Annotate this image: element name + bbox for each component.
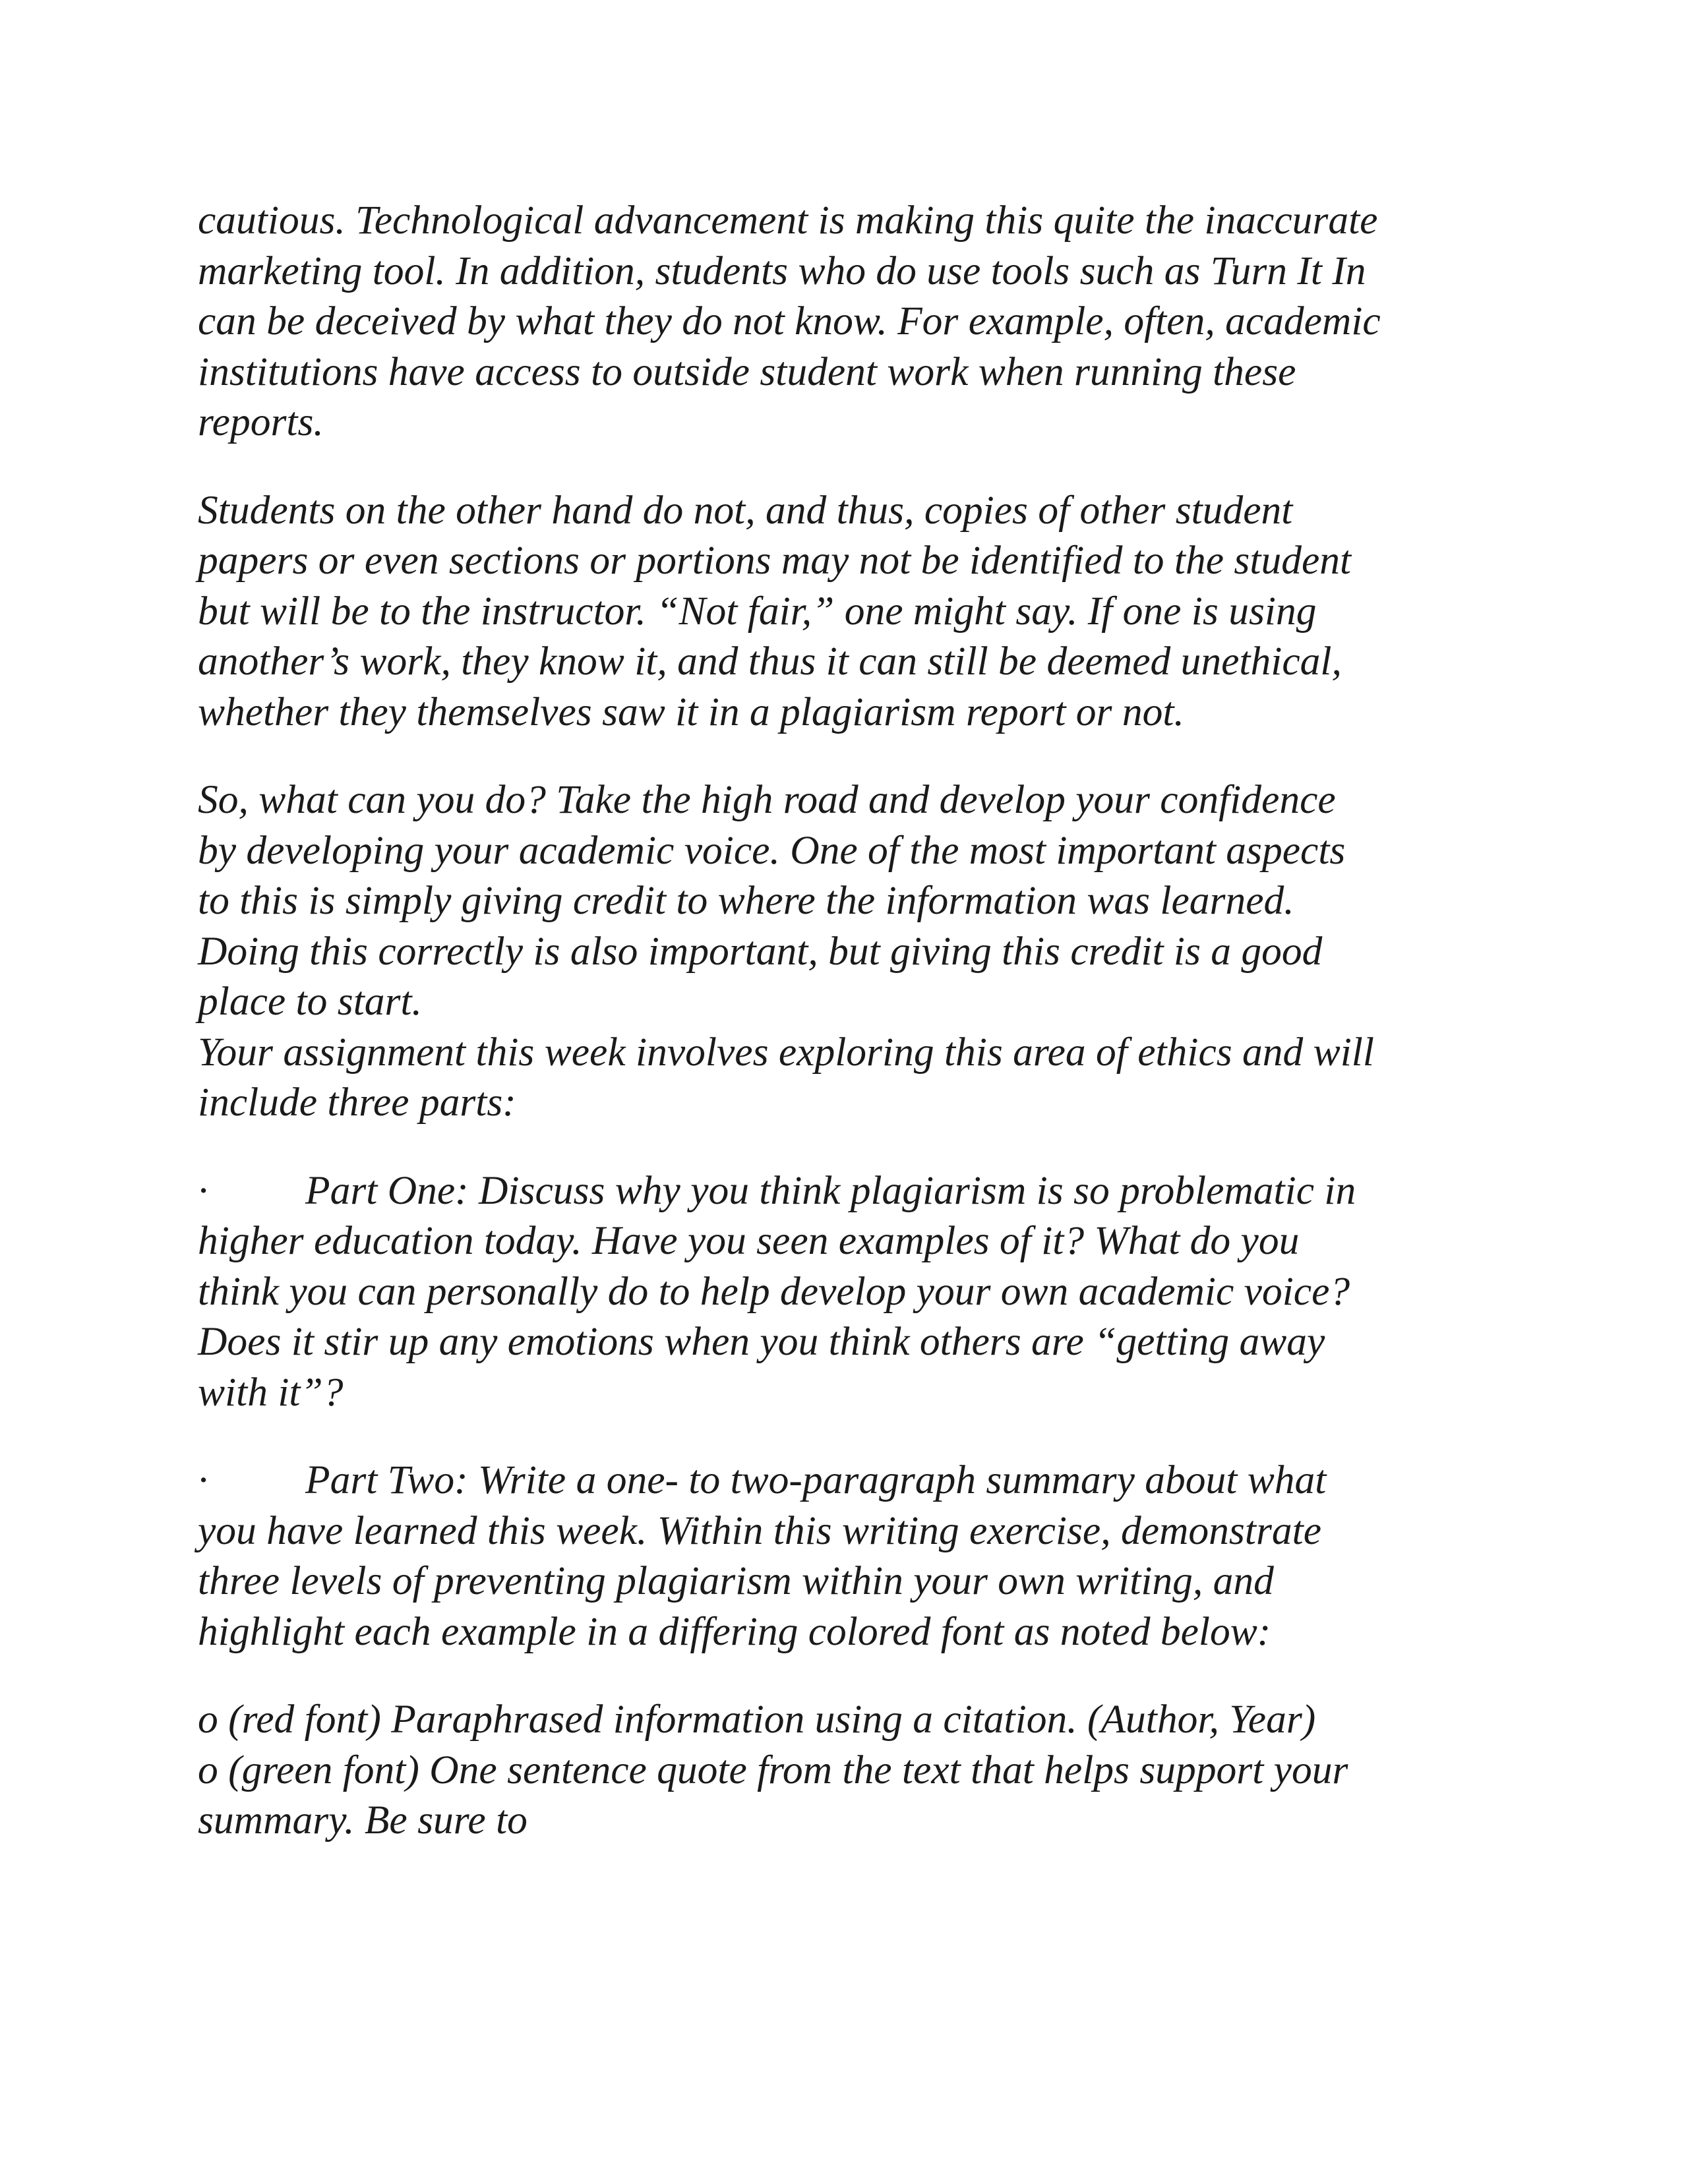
bullet-icon: ·: [198, 1167, 208, 1213]
sub-item-green-font: o (green font) One sentence quote from the text that helps support your: [198, 1747, 1348, 1792]
text-line: three levels of preventing plagiarism within your own writing, and: [198, 1558, 1274, 1603]
text-line: Doing this correctly is also important, but giving this credit is a good: [198, 928, 1323, 974]
paragraph-spacer: [198, 737, 1517, 775]
list-item-part-one: [198, 1166, 1517, 1418]
text-line: you have learned this week. Within this writing exercise, demonstrate: [198, 1508, 1322, 1553]
paragraph-student-access: [198, 485, 1517, 738]
text-line: whether they themselves saw it in a plagiarism report or not.: [198, 689, 1184, 734]
text-line: [198, 1166, 1517, 1216]
text-line: highlight each example in a differing colored font as noted below:: [198, 1608, 1271, 1654]
bullet-text: Part One: Discuss why you think plagiarism is so problematic in: [305, 1167, 1356, 1213]
text-line: can be deceived by what they do not know. For example, often, academic: [198, 299, 1381, 343]
bullet-icon: ·: [198, 1458, 208, 1502]
text-line: by developing your academic voice. One of the most important aspects: [198, 827, 1346, 873]
paragraph-spacer: [198, 448, 1517, 485]
text-line: Does it stir up any emotions when you think others are “getting away: [198, 1319, 1325, 1364]
text-line: So, what can you do? Take the high road and develop your confidence: [198, 777, 1336, 822]
paragraph-spacer: [198, 1657, 1517, 1694]
text-line: higher education today. Have you seen examples of it? What do you: [198, 1218, 1300, 1263]
paragraph-academic-voice: [198, 775, 1517, 1128]
bullet-text: Part Two: Write a one- to two-paragraph summary about what: [305, 1458, 1327, 1502]
text-line: marketing tool. In addition, students who do use tools such as Turn It In: [198, 248, 1366, 293]
sub-items: [198, 1694, 1517, 1846]
text-line: Your assignment this week involves exploring this area of ethics and will: [198, 1029, 1374, 1075]
text-line: cautious. Technological advancement is making this quite the inaccurate: [198, 198, 1378, 243]
text-line: with it”?: [198, 1369, 344, 1415]
text-line: summary. Be sure to: [198, 1798, 528, 1843]
paragraph-plagiarism-tools: [198, 195, 1517, 448]
paragraph-spacer: [198, 1128, 1517, 1166]
list-item-part-two: [198, 1455, 1517, 1657]
text-line: papers or even sections or portions may not be identified to the student: [198, 538, 1352, 583]
text-line: [198, 1455, 1517, 1506]
sub-item-red-font: o (red font) Paraphrased information using a citation. (Author, Year): [198, 1697, 1316, 1742]
text-line: to this is simply giving credit to where the information was learned.: [198, 878, 1294, 923]
text-line: reports.: [198, 399, 324, 444]
text-line: but will be to the instructor. “Not fair,” one might say. If one is using: [198, 588, 1317, 634]
text-line: another’s work, they know it, and thus it can still be deemed unethical,: [198, 639, 1342, 684]
text-line: place to start.: [198, 979, 422, 1024]
text-line: Students on the other hand do not, and thus, copies of other student: [198, 487, 1293, 533]
paragraph-spacer: [198, 1417, 1517, 1455]
text-line: include three parts:: [198, 1080, 516, 1125]
text-line: think you can personally do to help develop your own academic voice?: [198, 1268, 1350, 1314]
document-body: [198, 195, 1517, 1846]
text-line: institutions have access to outside student work when running these: [198, 349, 1296, 394]
